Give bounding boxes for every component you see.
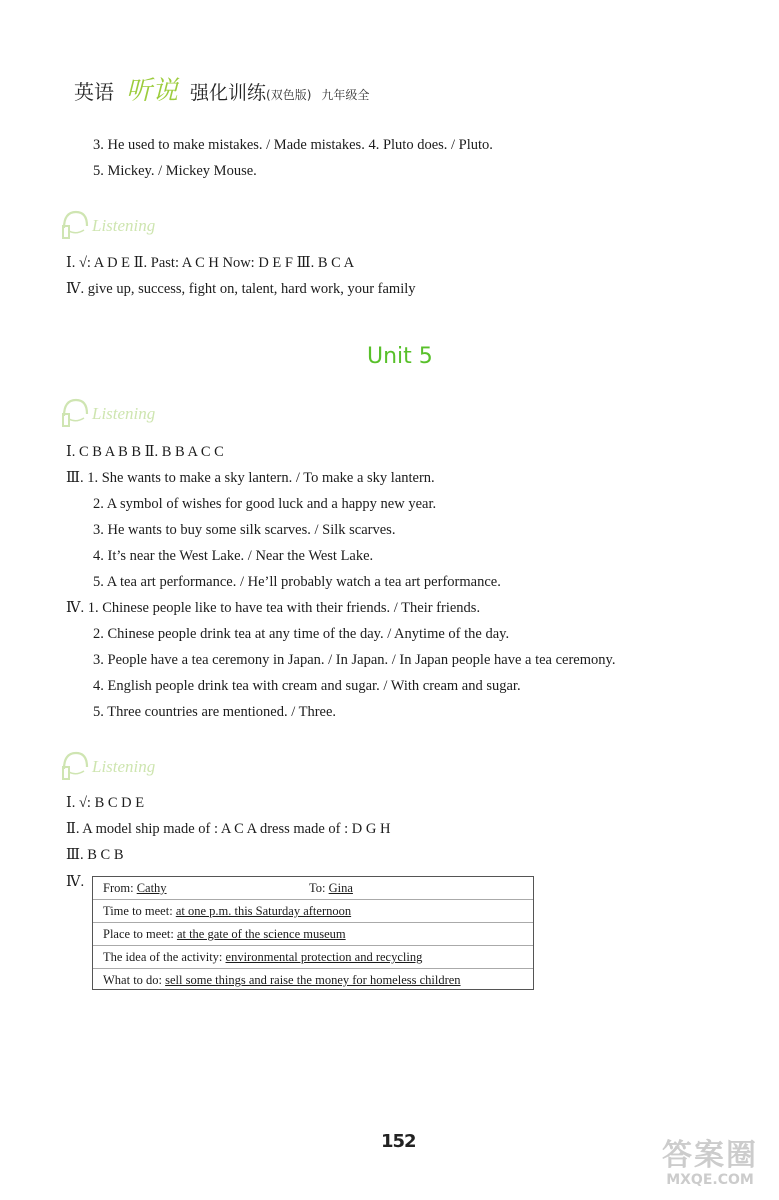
place-label: Place to meet: [103,927,177,941]
headphones-icon [60,208,90,244]
time-value: at one p.m. this Saturday afternoon [175,904,352,918]
header-series: 听说 [126,76,179,106]
answer-line: 5. A tea art performance. / He’ll probably watch a tea art performance. [93,574,501,590]
book-header [74,70,369,107]
answer-line: 2. A symbol of wishes for good luck and a happy new year. [93,496,437,512]
unit-title: Unit 5 [367,344,433,369]
place-value: at the gate of the science museum [176,927,346,941]
section-label-text: Listening [92,404,156,423]
todo-value: sell some things and raise the money for homeless children [165,973,461,987]
section-label [60,749,155,785]
answer-line: 3. He wants to buy some silk scarves. / Silk scarves. [93,522,396,538]
answer-line: 4. English people drink tea with cream and sugar. / With cream and sugar. [93,678,521,694]
answer-line: Ⅰ. C B A B B Ⅱ. B B A C C [66,444,224,460]
header-subject: 英语 [74,80,114,104]
header-grade: 九年级全 [321,88,370,102]
answer-line: 3. People have a tea ceremony in Japan. / In Japan. / In Japan people have a tea ceremony. [93,652,616,668]
from-value: Cathy [136,881,167,895]
answer-line: 3. He used to make mistakes. / Made mistakes. 4. Pluto does. / Pluto. [93,137,493,153]
watermark [648,1130,772,1188]
headphones-icon [60,749,90,785]
message-form [92,876,534,990]
time-label: Time to meet: [103,904,176,918]
form-row-idea [93,946,533,969]
answer-line: Ⅲ. B C B [66,847,124,863]
answer-line: Ⅳ. give up, success, fight on, talent, hard work, your family [66,281,416,297]
form-row-todo [93,969,533,992]
answer-line: Ⅲ. 1. She wants to make a sky lantern. / To make a sky lantern. [66,470,435,486]
header-edition: (双色版) [266,88,312,102]
answer-line: 4. It’s near the West Lake. / Near the West Lake. [93,548,374,564]
answer-line: Ⅳ. 1. Chinese people like to have tea with their friends. / Their friends. [66,600,481,616]
idea-value: environmental protection and recycling [225,950,423,964]
form-row-place [93,923,533,946]
headphones-icon [60,396,90,432]
watermark-url: MXQE.COM [666,1172,754,1188]
section-label [60,208,155,244]
to-label: To: [309,881,329,895]
answer-line: 5. Three countries are mentioned. / Three. [93,704,337,720]
todo-label: What to do: [103,973,166,987]
answer-line: Ⅰ. √: B C D E [66,795,145,811]
answer-line: 5. Mickey. / Mickey Mouse. [93,163,257,179]
answer-line: Ⅱ. A model ship made of : A C A dress made of : D G H [66,821,391,837]
section-label-text: Listening [92,757,156,776]
from-label: From: [103,881,137,895]
header-title: 强化训练 [190,82,267,104]
watermark-text-cn: 答案圈 [662,1138,758,1173]
page-number: 152 [381,1131,416,1152]
to-value: Gina [328,881,353,895]
answer-line: Ⅰ. √: A D E Ⅱ. Past: A C H Now: D E F Ⅲ. B C A [66,255,355,271]
form-row-time [93,900,533,923]
section-label [60,396,155,432]
section-label-text: Listening [92,216,156,235]
answer-line-label: Ⅳ. [66,874,85,890]
form-row-from-to [93,877,533,900]
answer-line: 2. Chinese people drink tea at any time of the day. / Anytime of the day. [93,626,510,642]
idea-label: The idea of the activity: [103,950,226,964]
